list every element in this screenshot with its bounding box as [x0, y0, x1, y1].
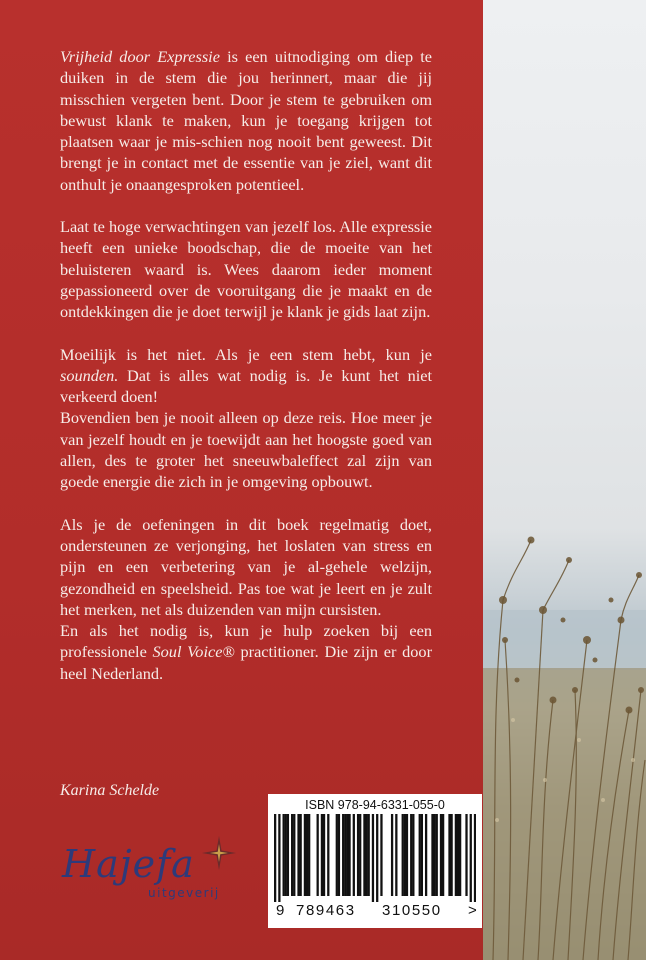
barcode-bar: [410, 814, 412, 896]
barcode-bar: [308, 814, 310, 896]
publisher-logo: [62, 842, 242, 912]
barcode-bar: [459, 814, 461, 896]
barcode-bar: [425, 814, 427, 896]
barcode-bar: [474, 814, 476, 902]
barcode-bar: [348, 814, 350, 896]
barcode-bar: [344, 814, 346, 896]
barcode-bar: [321, 814, 323, 896]
barcode-bar: [412, 814, 414, 896]
grass-illustration: [483, 0, 646, 960]
barcode-bar: [391, 814, 393, 896]
barcode-bar: [380, 814, 382, 896]
barcode-bar: [336, 814, 338, 896]
back-cover-text: [60, 46, 432, 684]
barcode-bar: [457, 814, 459, 896]
barcode-bar: [402, 814, 404, 896]
barcode-bar: [419, 814, 421, 896]
barcode-bar: [278, 814, 280, 902]
barcode-bar: [285, 814, 287, 896]
publisher-subtitle: uitgeverij: [148, 886, 220, 900]
sounden-italic: sounden.: [60, 365, 119, 385]
barcode-bar: [317, 814, 319, 896]
compass-star-icon: [202, 836, 236, 870]
isbn-barcode: ISBN 978-94-6331-055-0 9 789463 310550 >: [268, 794, 482, 928]
barcode-bar: [283, 814, 285, 896]
paragraph-exercises: Als je de oefeningen in dit boek regelmatig doet, ondersteunen ze verjonging, het loslaten van stress en pijn en een verbetering van je al-gehele welzijn, gezondheid en speelsheid. Pas toe wat je leert en je zult het merken, net als duizenden van mijn cursisten.: [60, 514, 432, 619]
barcode-bar: [297, 814, 299, 896]
soul-voice-italic: Soul Voice®: [152, 642, 235, 662]
paragraph-practitioner: En als het nodig is, kun je hulp zoeken bij een professionele Soul Voice® practitioner. Die zijn er door heel Nederland.: [60, 621, 432, 683]
barcode-bar: [300, 814, 302, 896]
paragraph-expectations: Laat te hoge verwachtingen van jezelf los. Alle expressie heeft een unieke boodschap, die de moeite van het beluisteren waard is. Wees daarom ieder moment gepassioneerd over de vooruitgang die je maakt en de ontdekkingen die je doet terwijl je klank je gids laat zijn.: [60, 217, 432, 322]
barcode-bar: [291, 814, 293, 896]
sea-grass-photo: [483, 0, 646, 960]
barcode-bar: [470, 814, 472, 902]
barcode-bar: [342, 814, 344, 896]
paragraph-intro: [60, 46, 432, 195]
barcode-bar: [431, 814, 433, 896]
barcode-bar: [304, 814, 306, 896]
publisher-name: Hajefa: [62, 842, 195, 886]
paragraph-intro-text: is een uitnodiging om diep te duiken in de stem die jou herinnert, maar die jij misschien vergeten bent. Door je stem te gebruiken om bewust klank te maken, kun je toegang krijgen tot plaatsen waar je mis-schien nog nooit bent geweest. Dit brengt je in contact met de essentie van je ziel, want dit onthult je onaangesproken potentieel.: [60, 47, 432, 194]
barcode-bar: [306, 814, 308, 896]
barcode-bar: [338, 814, 340, 896]
barcode-bar: [368, 814, 370, 896]
book-title-italic: Vrijheid door Expressie: [60, 47, 220, 66]
barcode-bar: [353, 814, 355, 896]
paragraph-not-alone: Bovendien ben je nooit alleen op deze reis. Hoe meer je van jezelf houdt en je toewijdt aan het hoogste goed van allen, des te groter het sneeuwbaleffect zal zijn van goede energie die zich in je omgeving opbouwt.: [60, 408, 432, 492]
paragraph-sounding: Moeilijk is het niet. Als je een stem hebt, kun je sounden. Dat is alles wat nodig is. Je kunt het niet verkeerd doen!: [60, 344, 432, 407]
barcode-bar: [448, 814, 450, 896]
barcode-bar: [436, 814, 438, 896]
barcode-bar: [395, 814, 397, 896]
barcode-bar: [433, 814, 435, 896]
barcode-bar: [465, 814, 467, 896]
author-signature: Karina Schelde: [60, 782, 160, 799]
barcode-bar: [442, 814, 444, 896]
barcode-bar: [421, 814, 423, 896]
barcode-bar: [376, 814, 378, 902]
barcode-bar: [365, 814, 367, 896]
isbn-label: ISBN 978-94-6331-055-0: [305, 798, 445, 812]
barcode-bar: [323, 814, 325, 896]
barcode-bar: [274, 814, 276, 902]
barcode-bar: [440, 814, 442, 896]
barcode-bar: [357, 814, 359, 896]
barcode-bars: [274, 814, 476, 902]
barcode-bar: [327, 814, 329, 896]
barcode-bar: [363, 814, 365, 896]
barcode-bar: [404, 814, 406, 896]
barcode-bar: [287, 814, 289, 896]
barcode-bar: [346, 814, 348, 896]
barcode-bar: [406, 814, 408, 896]
barcode-bar: [372, 814, 374, 902]
barcode-bar: [450, 814, 452, 896]
barcode-bar: [359, 814, 361, 896]
barcode-bar: [455, 814, 457, 896]
barcode-bar: [293, 814, 295, 896]
